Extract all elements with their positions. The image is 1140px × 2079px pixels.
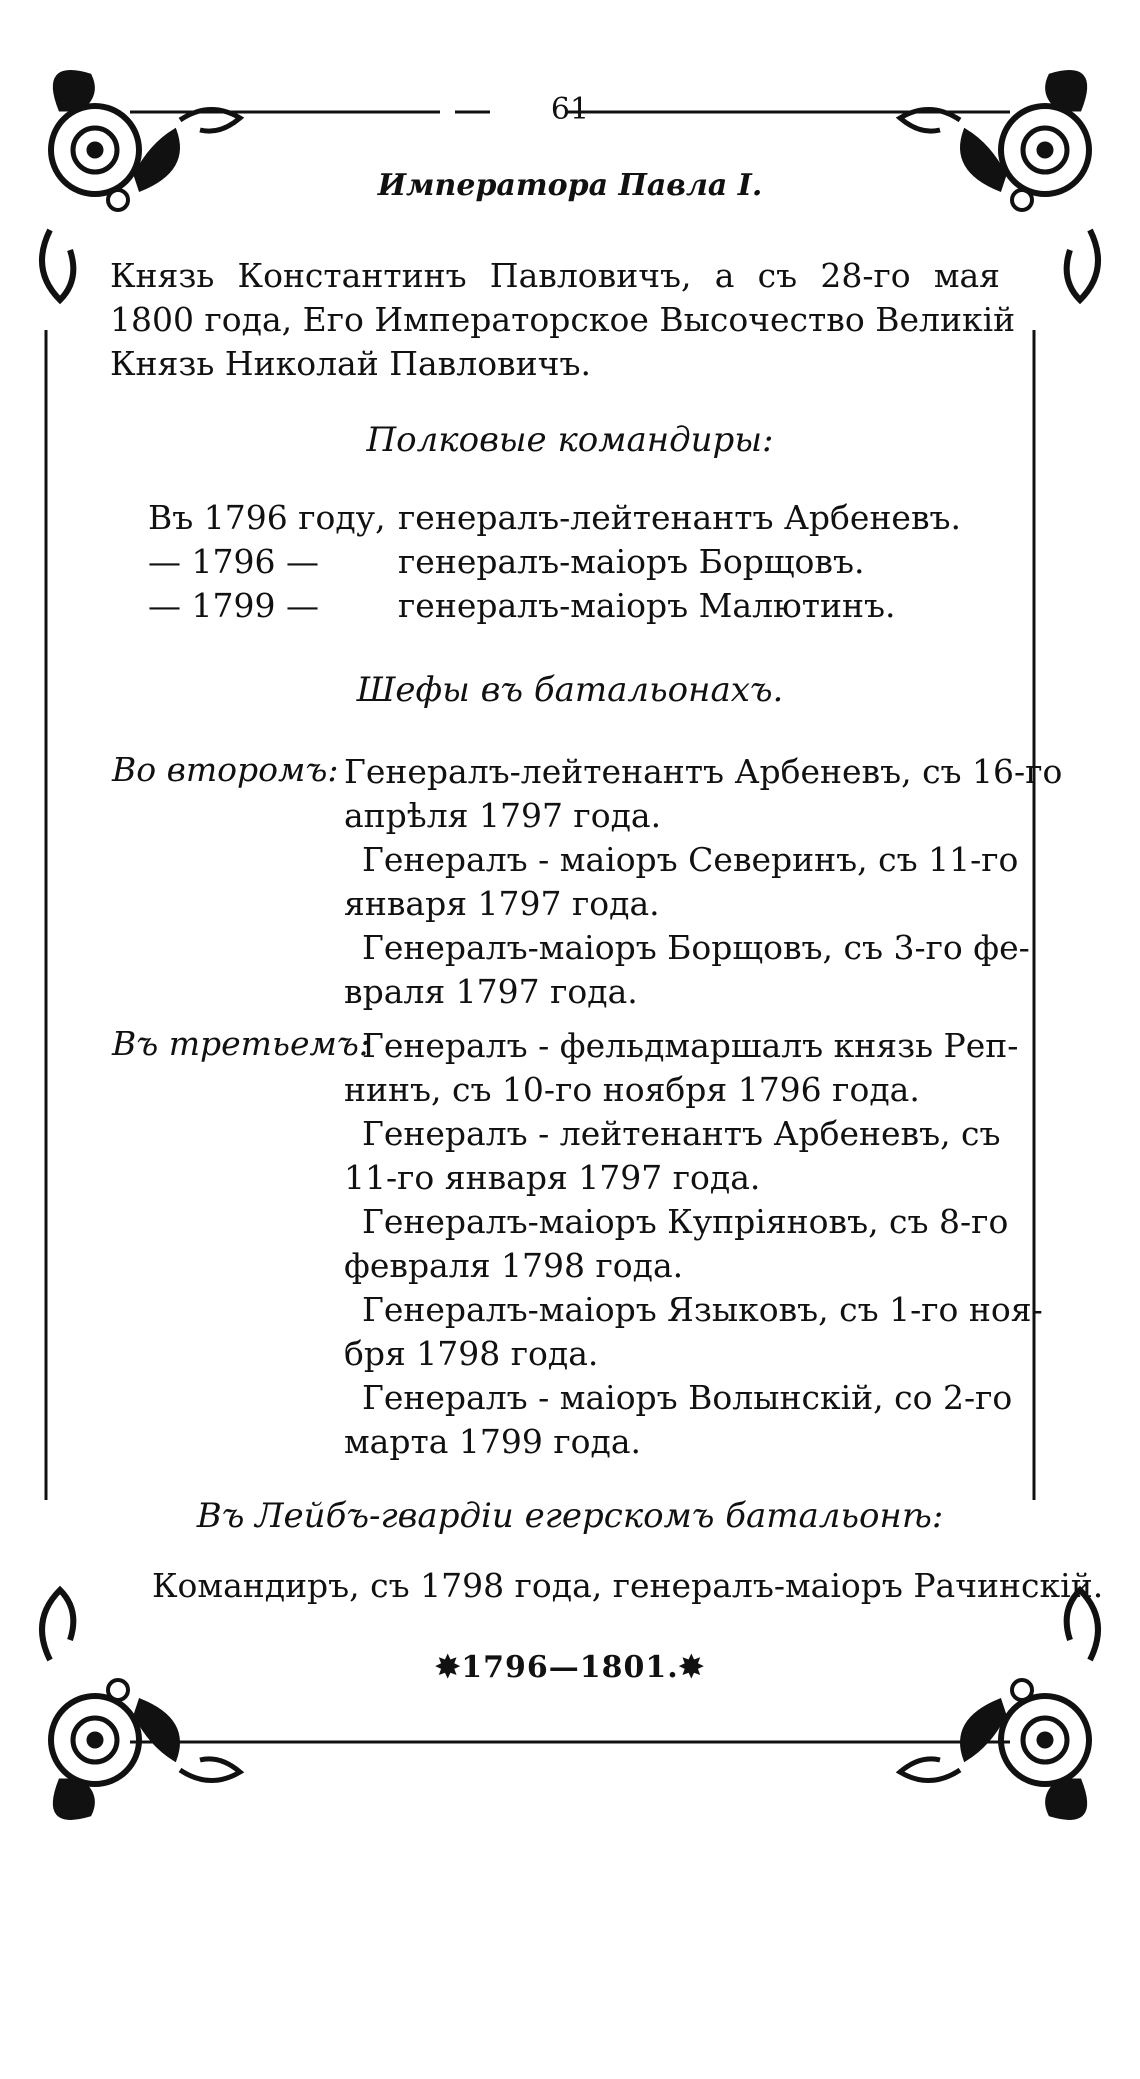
- second-line-6: враля 1797 года.: [344, 972, 638, 1011]
- jaeger-commander-line: Командиръ, съ 1798 года, генералъ-маіоръ Рачинскій.: [152, 1566, 1104, 1605]
- third-line-7: Генералъ-маіоръ Языковъ, съ 1-го ноя-: [362, 1290, 1043, 1329]
- commander-rank-1: генералъ-лейтенантъ Арбеневъ.: [398, 498, 962, 537]
- running-title: Императора Павла I.: [377, 168, 763, 203]
- third-battalion-label: Въ третьемъ:: [112, 1024, 370, 1063]
- third-line-10: марта 1799 года.: [344, 1422, 641, 1461]
- intro-line-3: Князь Николай Павловичъ.: [110, 344, 591, 383]
- corner-ornament-bottom-left: [42, 1590, 240, 1818]
- commander-year-1: Въ 1796 году,: [148, 498, 386, 537]
- commanders-heading: Полковые командиры:: [366, 420, 774, 460]
- third-line-4: 11-го января 1797 года.: [344, 1158, 761, 1197]
- third-line-8: бря 1798 года.: [344, 1334, 599, 1373]
- footer-dates-text: 1796—1801.: [461, 1650, 679, 1685]
- corner-ornament-bottom-right: [900, 1590, 1098, 1818]
- page-number: 61: [550, 92, 590, 127]
- star-icon-left: ✸: [435, 1650, 462, 1685]
- commander-year-3: — 1799 —: [148, 586, 319, 625]
- commander-rank-3: генералъ-маіоръ Малютинъ.: [398, 586, 896, 625]
- third-line-2: нинъ, съ 10-го ноября 1796 года.: [344, 1070, 920, 1109]
- commander-rank-2: генералъ-маіоръ Борщовъ.: [398, 542, 865, 581]
- third-line-3: Генералъ - лейтенантъ Арбеневъ, съ: [362, 1114, 1001, 1153]
- jaeger-heading: Въ Лейбъ-гвардіи егерскомъ батальонѣ:: [196, 1496, 944, 1536]
- second-line-4: января 1797 года.: [344, 884, 660, 923]
- second-line-5: Генералъ-маіоръ Борщовъ, съ 3-го фе-: [362, 928, 1030, 967]
- second-line-3: Генералъ - маіоръ Северинъ, съ 11-го: [362, 840, 1019, 879]
- star-icon-right: ✸: [678, 1650, 705, 1685]
- intro-line-2: 1800 года, Его Императорское Высочество Великій: [110, 300, 1016, 339]
- third-line-1: Генералъ - фельдмаршалъ князь Реп-: [362, 1026, 1019, 1065]
- third-line-5: Генералъ-маіоръ Купріяновъ, съ 8-го: [362, 1202, 1009, 1241]
- footer-dates: [0, 1650, 1140, 1685]
- third-line-6: февраля 1798 года.: [344, 1246, 684, 1285]
- second-line-1: Генералъ-лейтенантъ Арбеневъ, съ 16-го: [344, 752, 1063, 791]
- second-line-2: апрѣля 1797 года.: [344, 796, 662, 835]
- chiefs-heading: Шефы въ батальонахъ.: [356, 670, 784, 710]
- intro-line-1: Князь Константинъ Павловичъ, а съ 28-го мая: [110, 256, 1000, 295]
- second-battalion-label: Во второмъ:: [112, 750, 339, 789]
- commander-year-2: — 1796 —: [148, 542, 319, 581]
- third-line-9: Генералъ - маіоръ Волынскій, со 2-го: [362, 1378, 1013, 1417]
